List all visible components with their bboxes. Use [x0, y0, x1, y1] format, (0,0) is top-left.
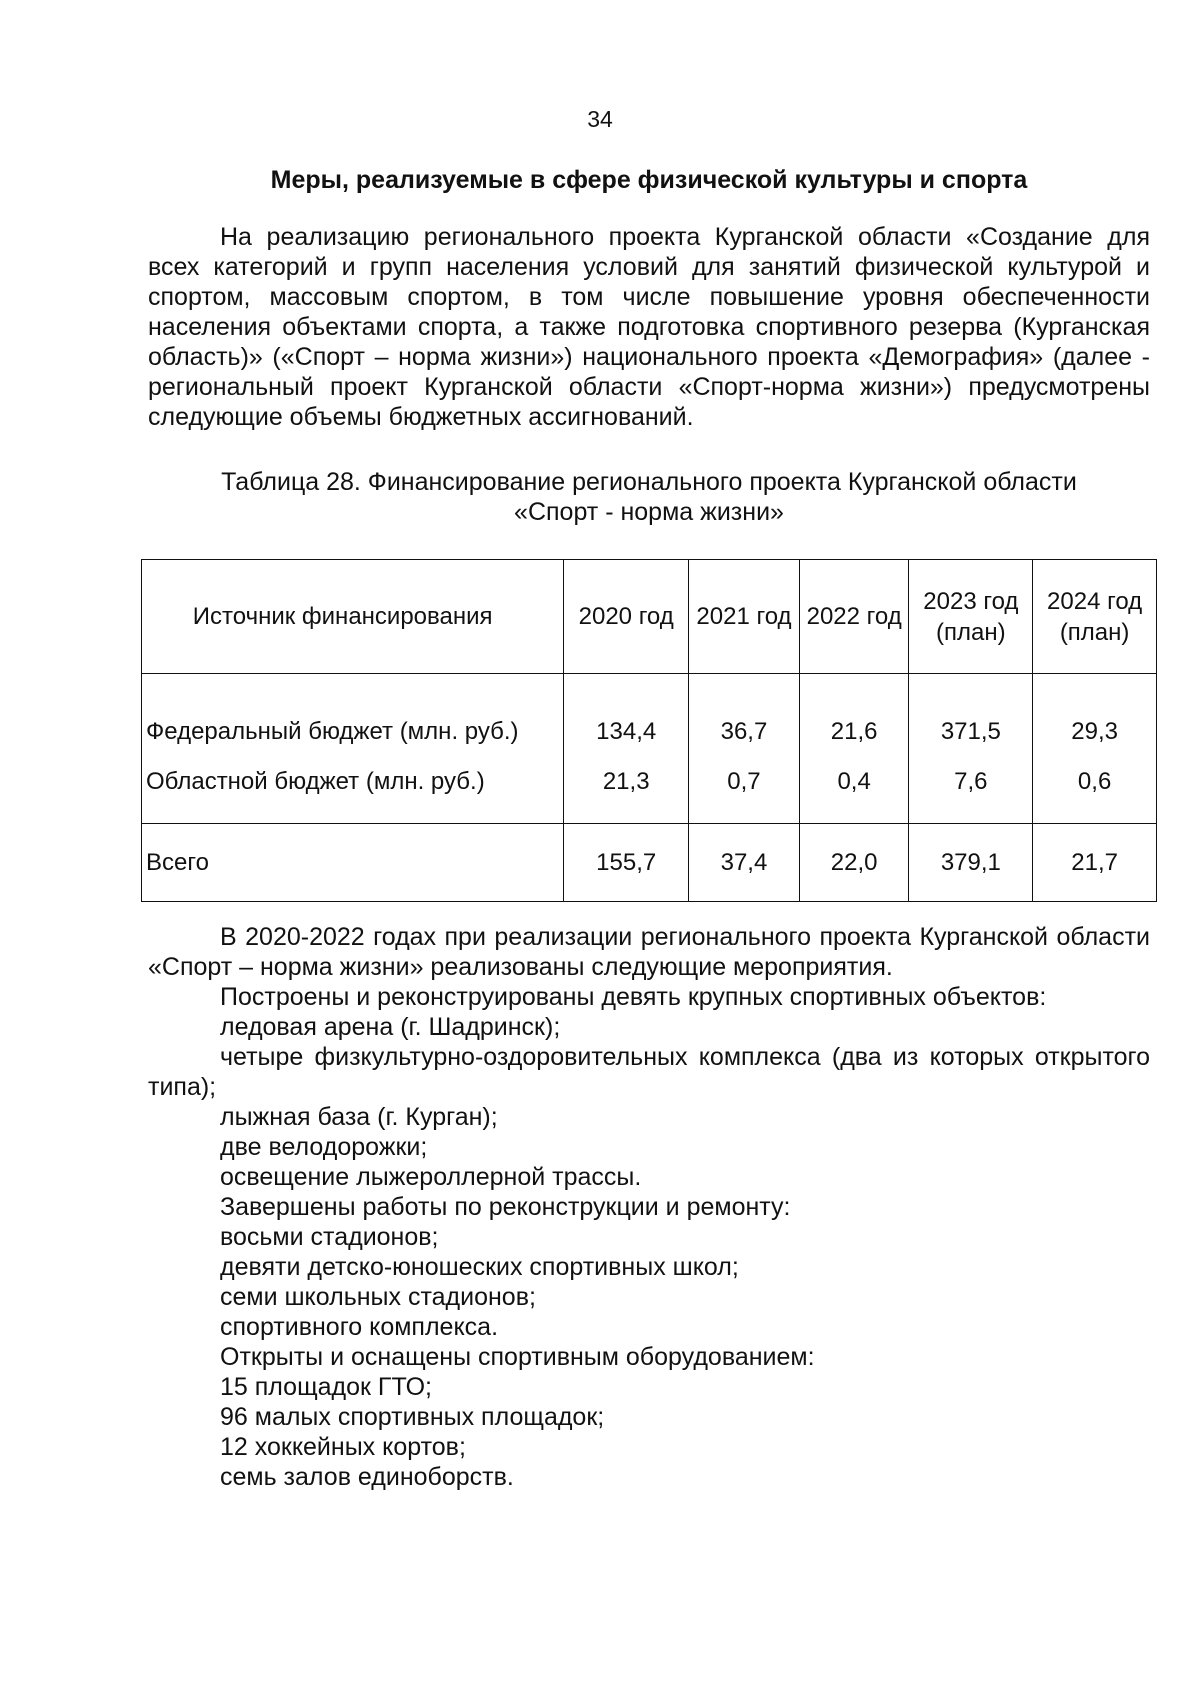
repair-item: девяти детско-юношеских спортивных школ; — [220, 1253, 739, 1281]
cell-2023: 379,1 — [909, 824, 1033, 902]
header-2020: 2020 год — [564, 560, 689, 674]
intro-paragraph: На реализацию регионального проекта Курганской области «Создание для всех категорий и групп населения условий для занятий физической культурой и спортом, массовым спортом, в том числе повышение уровня обеспеченности населения объектами спорта, а также подготовка спортивного резерва (Курганская область)» («Спорт – норма жизни») национального проекта «Демография» (далее - региональный проект Курганской области «Спорт-норма жизни») предусмотрены следующие объемы бюджетных ассигнований. — [148, 223, 1150, 431]
cell-2022: 21,6 — [799, 674, 909, 753]
cell-2020: 134,4 — [564, 674, 689, 753]
body-text — [148, 922, 1150, 1492]
row-label: Всего — [142, 824, 564, 902]
row-label: Федеральный бюджет (млн. руб.) — [142, 674, 564, 753]
financing-table — [141, 559, 1157, 902]
cell-2022: 22,0 — [799, 824, 909, 902]
built-item: лыжная база (г. Курган); — [220, 1103, 498, 1131]
row-label: Областной бюджет (млн. руб.) — [142, 752, 564, 824]
body-paragraph: В 2020-2022 годах при реализации регионального проекта Курганской области «Спорт – норма жизни» реализованы следующие мероприятия. — [148, 923, 1150, 981]
header-source: Источник финансирования — [142, 560, 564, 674]
equip-item: 96 малых спортивных площадок; — [220, 1403, 605, 1431]
cell-2021: 37,4 — [689, 824, 800, 902]
equip-heading: Открыты и оснащены спортивным оборудованием: — [220, 1343, 815, 1371]
table-caption-line1: Таблица 28. Финансирование регионального проекта Курганской области — [221, 468, 1077, 496]
table-row-total — [142, 824, 1157, 902]
header-2024-note: (план) — [1059, 618, 1130, 646]
header-2022: 2022 год — [799, 560, 909, 674]
cell-2024: 0,6 — [1033, 752, 1157, 824]
equip-item: 15 площадок ГТО; — [220, 1373, 432, 1401]
cell-2020: 21,3 — [564, 752, 689, 824]
built-item: ледовая арена (г. Шадринск); — [220, 1013, 561, 1041]
repair-heading: Завершены работы по реконструкции и ремонту: — [220, 1193, 791, 1221]
cell-2020: 155,7 — [564, 824, 689, 902]
table-row-federal — [142, 674, 1157, 753]
page-number: 34 — [587, 106, 613, 132]
table-header-row — [142, 560, 1157, 674]
table-caption-line2: «Спорт - норма жизни» — [514, 498, 784, 526]
header-2023 — [909, 560, 1033, 674]
cell-2024: 29,3 — [1033, 674, 1157, 753]
equip-item: семь залов единоборств. — [220, 1463, 514, 1491]
cell-2022: 0,4 — [799, 752, 909, 824]
cell-2021: 36,7 — [689, 674, 800, 753]
table-caption — [148, 467, 1150, 527]
built-item: две велодорожки; — [220, 1133, 428, 1161]
cell-2023: 371,5 — [909, 674, 1033, 753]
built-item: четыре физкультурно-оздоровительных комплекса (два из которых открытого типа); — [148, 1043, 1150, 1101]
header-2024-year: 2024 год — [1047, 587, 1143, 615]
repair-item: спортивного комплекса. — [220, 1313, 499, 1341]
header-2023-year: 2023 год — [923, 587, 1019, 615]
equip-item: 12 хоккейных кортов; — [220, 1433, 466, 1461]
built-heading: Построены и реконструированы девять крупных спортивных объектов: — [220, 983, 1047, 1011]
built-item: освещение лыжероллерной трассы. — [220, 1163, 642, 1191]
header-2023-note: (план) — [936, 618, 1006, 646]
header-2024 — [1033, 560, 1157, 674]
cell-2023: 7,6 — [909, 752, 1033, 824]
cell-2024: 21,7 — [1033, 824, 1157, 902]
section-title: Меры, реализуемые в сфере физической культуры и спорта — [270, 166, 1028, 194]
repair-item: восьми стадионов; — [220, 1223, 439, 1251]
header-2021: 2021 год — [689, 560, 800, 674]
cell-2021: 0,7 — [689, 752, 800, 824]
table-row-regional — [142, 752, 1157, 824]
repair-item: семи школьных стадионов; — [220, 1283, 536, 1311]
